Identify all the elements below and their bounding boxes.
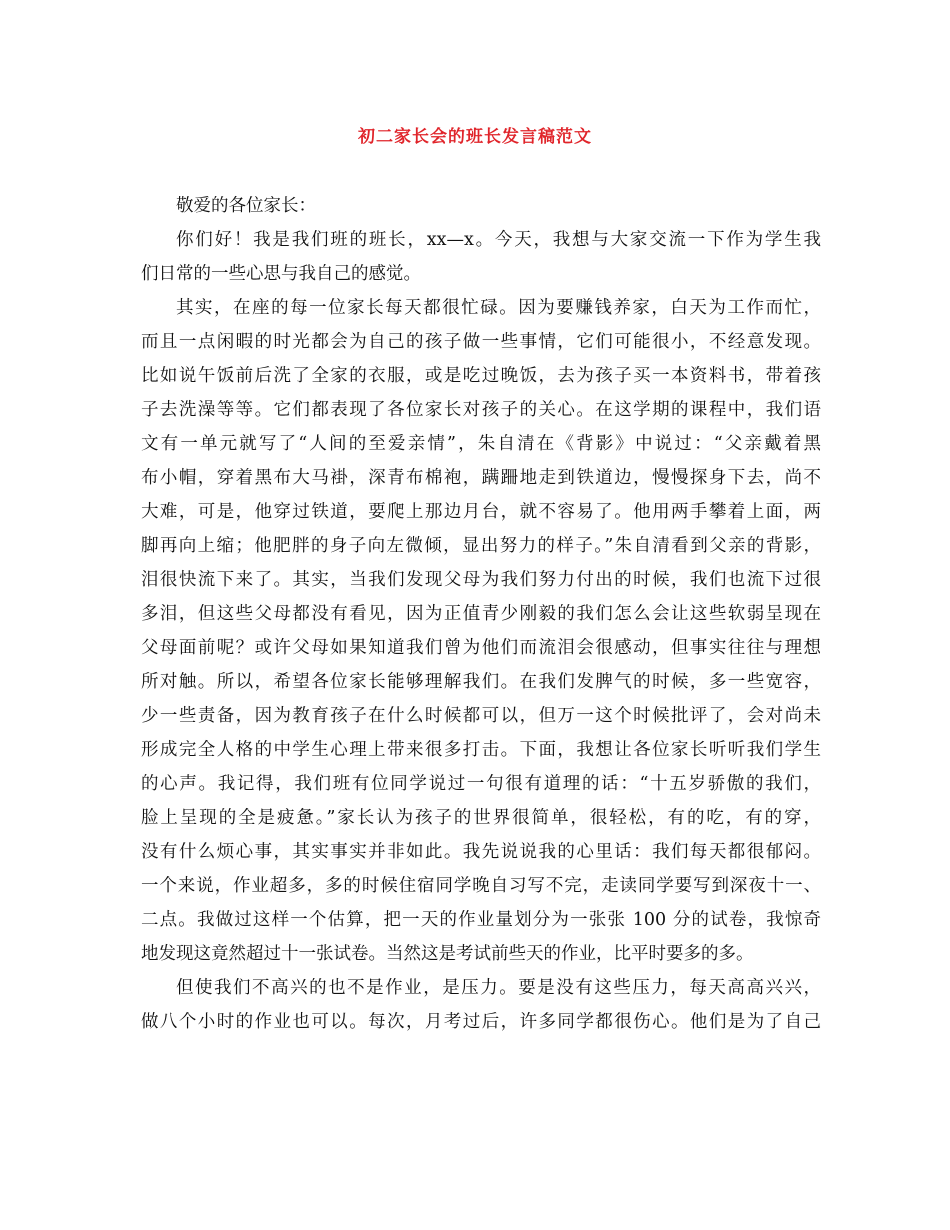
body-line: 比如说午饭前后洗了全家的衣服，或是吃过晚饭，去为孩子买一本资料书，带着孩 — [141, 366, 821, 386]
body-line: 子去洗澡等等。它们都表现了各位家长对孩子的关心。在这学期的课程中，我们语 — [141, 400, 821, 420]
body-line: 所对触。所以，希望各位家长能够理解我们。在我们发脾气的时候，多一些宽容， — [141, 672, 821, 692]
body-line: 而且一点闲暇的时光都会为自己的孩子做一些事情，它们可能很小，不经意发现。 — [141, 332, 821, 352]
body-line: 布小帽，穿着黑布大马褂，深青布棉袍，蹒跚地走到铁道边，慢慢探身下去，尚不 — [141, 468, 821, 488]
body-line: 二点。我做过这样一个估算，把一天的作业量划分为一张张 100 分的试卷，我惊奇 — [141, 910, 821, 930]
salutation-line: 敬爱的各位家长： — [176, 196, 316, 216]
body-line: 脸上呈现的全是疲惫。”家长认为孩子的世界很简单，很轻松，有的吃，有的穿， — [141, 808, 821, 828]
body-line: 们日常的一些心思与我自己的感觉。 — [141, 264, 421, 284]
body-line: 其实，在座的每一位家长每天都很忙碌。因为要赚钱养家，白天为工作而忙， — [176, 298, 821, 318]
body-line: 少一些责备，因为教育孩子在什么时候都可以，但万一这个时候批评了，会对尚未 — [141, 706, 821, 726]
body-line: 脚再向上缩；他肥胖的身子向左微倾，显出努力的样子。”朱自清看到父亲的背影， — [141, 536, 821, 556]
body-line: 一个来说，作业超多，多的时候住宿同学晚自习写不完，走读同学要写到深夜十一、 — [141, 876, 821, 896]
body-line: 文有一单元就写了“人间的至爱亲情”，朱自清在《背影》中说过：“父亲戴着黑 — [141, 434, 821, 454]
body-line: 大难，可是，他穿过铁道，要爬上那边月台，就不容易了。他用两手攀着上面，两 — [141, 502, 821, 522]
body-line: 没有什么烦心事，其实事实并非如此。我先说说我的心里话：我们每天都很郁闷。 — [141, 842, 821, 862]
body-line: 做八个小时的作业也可以。每次，月考过后，许多同学都很伤心。他们是为了自己 — [141, 1012, 821, 1032]
body-line: 但使我们不高兴的也不是作业，是压力。要是没有这些压力，每天高高兴兴， — [176, 978, 821, 998]
body-line: 泪很快流下来了。其实，当我们发现父母为我们努力付出的时候，我们也流下过很 — [141, 570, 821, 590]
body-line: 形成完全人格的中学生心理上带来很多打击。下面，我想让各位家长听听我们学生 — [141, 740, 821, 760]
body-line: 父母面前呢？或许父母如果知道我们曾为他们而流泪会很感动，但事实往往与理想 — [141, 638, 821, 658]
body-line: 的心声。我记得，我们班有位同学说过一句很有道理的话：“十五岁骄傲的我们， — [141, 774, 821, 794]
body-line: 你们好！我是我们班的班长，xx—x。今天，我想与大家交流一下作为学生我 — [176, 230, 821, 250]
body-line: 地发现这竟然超过十一张试卷。当然这是考试前些天的作业，比平时要多的多。 — [141, 944, 754, 964]
document-title: 初二家长会的班长发言稿范文 — [358, 127, 592, 147]
body-line: 多泪，但这些父母都没有看见，因为正值青少刚毅的我们怎么会让这些软弱呈现在 — [141, 604, 821, 624]
